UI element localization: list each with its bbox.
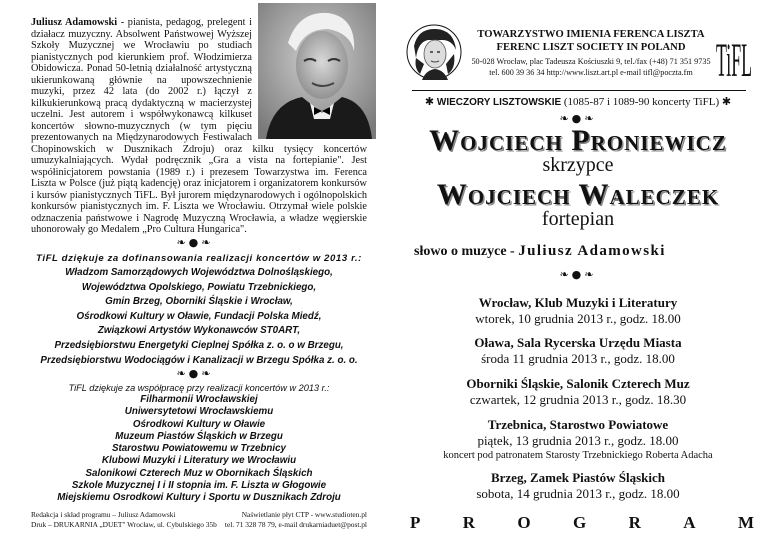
list-item: Gmin Brzeg, Oborniki Śląskie i Wrocław, [105,296,293,308]
header-rule [412,90,746,91]
concert-entry [400,470,756,502]
list-item: Ośrodkowi Kultury w Oławie, Fundacji Polska Miedź, [76,310,322,322]
society-name-en: FERENC LISZT SOCIETY IN POLAND [496,42,686,53]
asterisk-icon: ✱ [721,96,732,108]
list-item: Szkole Muzycznej I i II stopnia im. F. Liszta w Głogowie [71,480,327,492]
performer-instrument: fortepian [541,208,615,230]
print-credits [31,510,367,529]
concert-entry [400,295,756,327]
program-letter: R [462,513,476,532]
list-item: Miejskiemu Osrodkowi Kultury i Sportu w Dusznikach Zdroju [57,492,341,504]
ornament-divider: ❧●❧ [559,268,597,281]
society-header [400,22,752,88]
concert-date: wtorek, 10 grudnia 2013 r., godz. 18.00 [475,311,681,326]
list-item: Związkowi Artystów Wykonawców ST0ART, [97,325,301,337]
credit-text: Druk – DRUKARNIA „DUET" Wrocław, ul. Cybulskiego 35b [31,519,217,529]
funding-thanks [31,252,367,368]
contact-line: tel. 600 39 36 34 http://www.liszt.art.pl e-mail tifl@poczta.fm [489,67,693,77]
performer-instrument: skrzypce [542,154,614,176]
speaker-line [414,243,754,260]
concert-date: środa 11 grudnia 2013 r., godz. 18.00 [481,351,675,366]
biography [31,17,367,236]
speaker-name: Juliusz Adamowski [518,243,666,259]
series-title: WIECZORY LISZTOWSKIE [436,97,562,108]
bio-name: Juliusz Adamowski [31,17,118,28]
portrait-image [258,3,376,139]
ornament-divider: ❧●❧ [176,236,214,249]
program-letter: P [410,513,421,532]
concert-date: sobota, 14 grudnia 2013 r., godz. 18.00 [476,486,680,501]
tifl-logo [716,20,752,86]
concert-venue: Trzebnica, Starostwo Powiatowe [487,417,669,432]
asterisk-icon: ✱ [424,96,435,108]
list-item: Przedsiębiorstwu Wodociągów i Kanalizacji w Brzegu Spółka z. o. o. [40,354,358,366]
ornament-divider: ❧●❧ [176,367,214,380]
address-line: 50-028 Wrocław, plac Tadeusza Kościuszki 9, tel./fax (+48) 71 351 9735 [471,57,711,66]
list-item: Muzeum Piastów Śląskich w Brzegu [115,430,283,442]
concert-date: czwartek, 12 grudnia 2013 r., godz. 18.30 [469,392,687,407]
list-item: Salonikowi Czterech Muz w Obornikach Śląskich [85,467,313,479]
list-item: Województwa Opolskiego, Powiatu Trzebnickiego, [81,281,317,293]
liszt-portrait-icon [406,24,462,80]
concert-note: koncert pod patronatem Starosty Trzebnickiego Roberta Adacha [443,450,713,461]
concert-venue: Oława, Sala Rycerska Urzędu Miasta [474,335,682,350]
concert-venue: Wrocław, Klub Muzyki i Literatury [478,295,678,310]
program-heading [410,513,754,533]
cooperation-thanks [31,382,367,505]
credit-text: tel. 71 328 78 79, e-mail drukarniaduet@post.pl [224,519,367,529]
list-item: Ośrodkowi Kultury w Oławie [132,418,266,430]
list-item: Przedsiębiorstwu Energetyki Cieplnej Spółka z. o. o w Brzegu, [54,339,344,351]
tifl-logo-text: TiFL [716,34,752,86]
concert-date: piątek, 13 grudnia 2013 r., godz. 18.00 [477,433,679,448]
credit-text: Naświetlanie płyt CTP - www.studioten.pl [241,510,367,519]
list-item: Klubowi Muzyki i Literatury we Wrocławiu [101,455,297,467]
bio-text: - pianista, pedagog, prelegent i działacz muzyczny. Absolwent Państwowej Wyższej Szkoły Muzycznej we Wrocławiu po studiach pianistycznych pod kierunkiem prof. Włodzimierza Obidowicza. Ponad 50-letnią działalność artystyczną ukierunkowaną głównie na upowszechnienie muzyki, przez 42 lata (do 2002 r.) łączył z kilkukierunkową pracą dydaktyczną w macierzystej uczelni. Jest autorem i współwykonawcą kilkuset koncertów słowno-muzycznych (w tym pięciu prezentowanych na Międzynarodowych Festiwalach Chopinowskich w Dusznikach Zdroju) oraz kilku tysięcy koncertów umuzykalniających. Wydał podręcznik „Gra a vista na fortepianie". Jest współinicjatorem powstania (1989 r.) i prezesem Towarzystwa im. Ferenca Liszta w Polsce (już piątą kadencję) oraz inicjatorem i organizatorem konkursów i kursów pianistycznych TiFL. Był jurorem międzynarodowych i ogólnopolskich konkursów pianistycznych im. F. Liszta we Wrocławiu. Otrzymał wiele polskie odznaczenia państwowe i Nagrodę Muzyczną Wrocławia, a władze węgierskie uhonorowały go Medalem „Pro Cultura Hungarica". [31,17,367,235]
credit-text: Redakcja i skład programu – Juliusz Adamowski [31,510,176,519]
list-item: Władzom Samorządowych Województwa Dolnośląskiego, [65,267,333,278]
funding-thanks-heading: TiFL dziękuje za dofinansowania realizacji koncertów w 2013 r.: [36,253,362,264]
list-item: Filharmonii Wrocławskiej [140,394,258,405]
program-letter: A [683,513,696,532]
concert-series [400,95,756,108]
portrait-photo [258,3,376,139]
society-address [466,57,716,78]
program-letter: M [737,513,754,532]
concert-entry [400,376,756,408]
series-detail: (1085-87 i 1089-90 koncerty TiFL) [563,96,720,108]
program-letter: O [517,513,531,532]
cooperation-thanks-heading: TiFL dziękuje za współpracę przy realizacji koncertów w 2013 r.: [68,383,330,393]
concert-entry [400,417,756,463]
right-page [400,0,768,543]
program-letter: G [573,513,587,532]
ornament-divider: ❧●❧ [559,112,597,125]
concert-entry [400,335,756,367]
list-item: Uniwersytetowi Wrocławskiemu [124,406,274,418]
performer-name: Wojciech Waleczek [436,178,720,211]
concert-venue: Brzeg, Zamek Piastów Śląskich [490,470,666,485]
list-item: Starostwu Powiatowemu w Trzebnicy [111,443,287,455]
program-letter: R [628,513,641,532]
concert-venue: Oborniki Śląskie, Salonik Czterech Muz [466,376,690,391]
society-name [466,28,716,54]
society-name-pl: TOWARZYSTWO IMIENIA FERENCA LISZTA [477,29,705,40]
performer-name: Wojciech Proniewicz [429,124,727,157]
speaker-label: słowo o muzyce - [414,244,519,259]
